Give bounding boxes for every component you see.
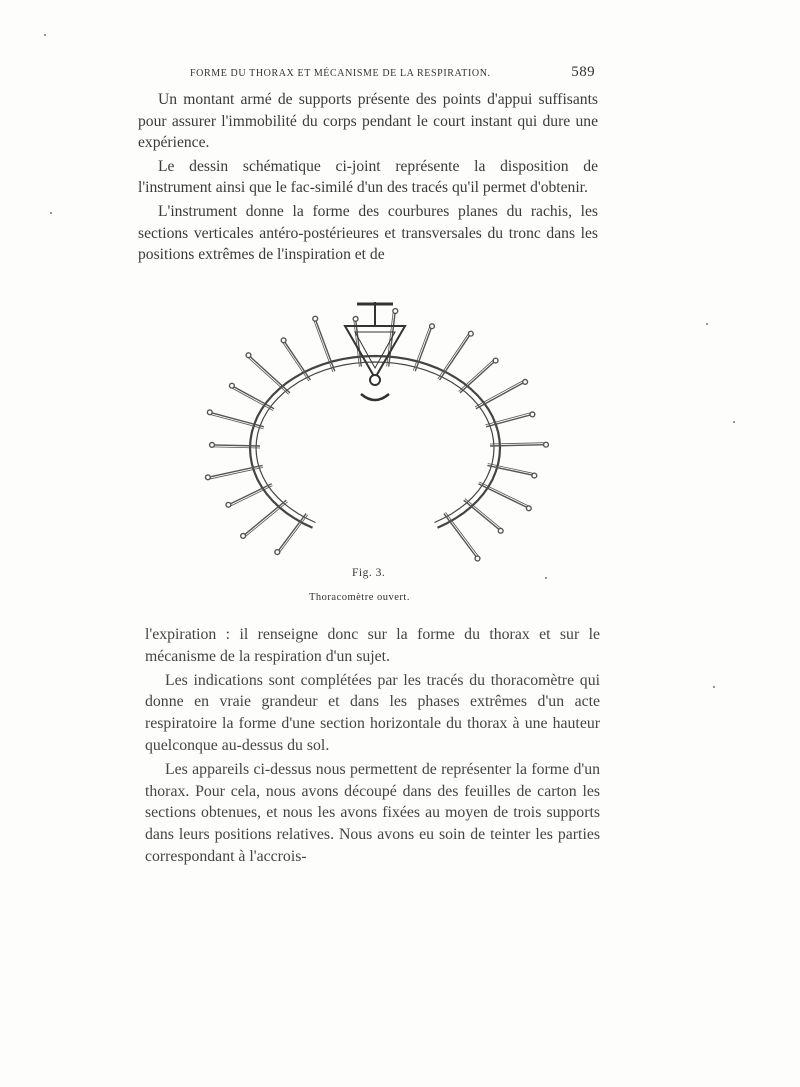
paper-speck	[713, 686, 715, 688]
thoracometer-illustration	[185, 298, 565, 570]
rod-knob	[353, 317, 358, 322]
mount-pivot	[370, 375, 380, 385]
sliding-rod	[478, 484, 528, 509]
paper-speck	[733, 421, 735, 423]
paragraph: Le dessin schématique ci-joint représente la disposition de l'instrument ainsi que le fac-similé d'un des tracés qu'il permet d'obtenir.	[138, 157, 598, 197]
sliding-rod	[444, 514, 478, 559]
rod-knob	[226, 502, 231, 507]
rod-knob	[430, 324, 435, 329]
rod-knob	[313, 316, 318, 321]
sliding-rod-edge	[465, 499, 502, 530]
rod-knob	[532, 473, 537, 478]
rod-knob	[210, 443, 215, 448]
text-block-top	[138, 89, 598, 268]
rod-knob	[281, 338, 286, 343]
paragraph: L'instrument donne la forme des courbures planes du rachis, les sections verticales antéro-postérieures et transversales du tronc dans les positions extrêmes de l'inspiration et de	[138, 202, 598, 264]
rod-knob	[493, 358, 498, 363]
sliding-rod	[284, 340, 311, 380]
rod-knob	[523, 380, 528, 385]
sliding-rod	[464, 500, 501, 531]
mount-triangle	[345, 326, 405, 378]
paper-speck	[44, 34, 46, 36]
paper-speck	[706, 323, 708, 325]
sliding-rod-edge	[229, 486, 272, 507]
rod-knob	[207, 410, 212, 415]
paragraph: Un montant armé de supports présente des points d'appui suffisants pour assurer l'immobilité du corps pendant le court instant qui dure une expérience.	[138, 91, 598, 152]
sliding-rod	[476, 382, 525, 409]
rod-knob	[475, 556, 480, 561]
rod-knob	[206, 475, 211, 480]
ring-inner	[256, 362, 494, 523]
paragraph: Les appareils ci-dessus nous permettent de représenter la forme d'un thorax. Pour cela, nous avons découpé dans des feuilles de carton les sections obtenues, et nous les avons fixées au moyen de trois supports dans leurs positions relatives. Nous avons eu soin de teinter les parties correspondant à l'accrois-	[145, 760, 600, 865]
sliding-rod-edge	[231, 388, 273, 411]
paper-speck	[545, 577, 547, 579]
text-block-bottom	[145, 624, 600, 870]
running-head-title: FORME DU THORAX ET MÉCANISME DE LA RESPIRATION.	[190, 68, 491, 79]
figure-number: Fig. 3.	[352, 567, 386, 579]
rod-knob	[498, 528, 503, 533]
sliding-rod	[232, 386, 274, 409]
rod-knob	[393, 309, 398, 314]
sliding-rod-edge	[282, 342, 309, 382]
paragraph: l'expiration : il renseigne donc sur la forme du thorax et sur le mécanisme de la respiration d'un sujet.	[145, 626, 600, 665]
sliding-rod-edge	[446, 512, 480, 557]
figure-caption: Thoracomètre ouvert.	[309, 592, 410, 603]
running-head	[190, 64, 595, 81]
sliding-rod	[490, 445, 546, 446]
rod-knob	[230, 383, 235, 388]
rod-knob	[246, 353, 251, 358]
rod-knob	[468, 331, 473, 336]
sliding-rod-edge	[475, 380, 524, 407]
sliding-rod	[212, 445, 260, 446]
sliding-rod-edge	[247, 357, 289, 395]
sliding-rod-edge	[479, 482, 529, 507]
sliding-rod-edge	[244, 502, 287, 538]
sliding-rod-edge	[279, 515, 308, 554]
sliding-rod-edge	[459, 359, 495, 391]
page-number: 589	[571, 64, 595, 80]
rod-knob	[530, 412, 535, 417]
paragraph: Les indications sont complétées par les tracés du thoracomètre qui donne en vraie grandeur et dans les phases extrêmes d'un acte respiratoire la forme d'une section horizontale du thorax à une hauteur quelconque au-dessus du sol.	[145, 671, 600, 754]
sliding-rod	[277, 514, 306, 553]
sliding-rod	[243, 500, 286, 536]
thoracometer-figure	[185, 298, 565, 570]
mount-clamp	[361, 394, 389, 400]
sliding-rod-edge	[212, 447, 260, 448]
paper-speck	[50, 212, 52, 214]
sliding-rod	[249, 355, 290, 393]
sliding-rod	[228, 484, 271, 505]
sliding-rod	[460, 361, 496, 393]
rod-knob	[526, 506, 531, 511]
rod-knob	[544, 442, 549, 447]
rod-knob	[241, 534, 246, 539]
sliding-rod	[440, 334, 471, 380]
sliding-rod-edge	[438, 333, 469, 379]
rod-knob	[275, 550, 280, 555]
sliding-rod-edge	[490, 443, 546, 444]
